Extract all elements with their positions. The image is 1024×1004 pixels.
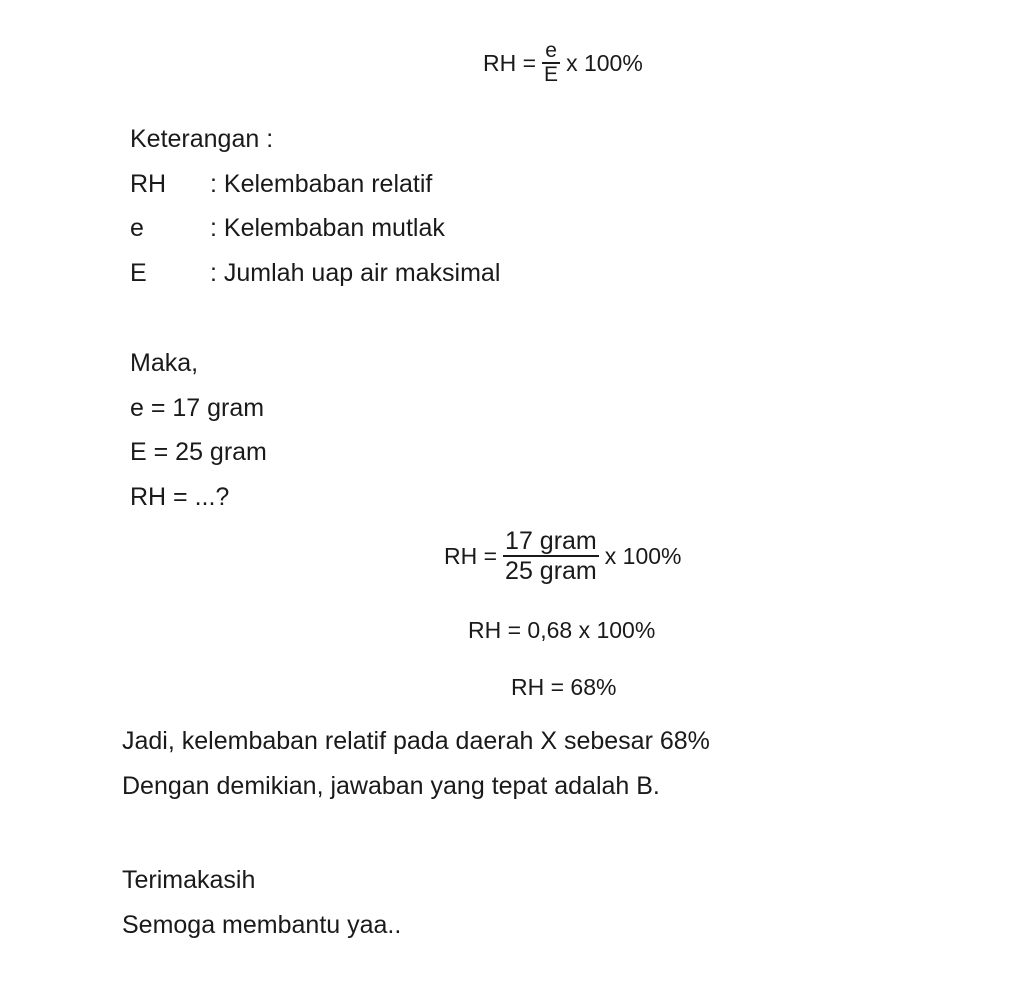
definition-desc-e: : Kelembaban mutlak xyxy=(210,214,445,242)
given-big-e: E = 25 gram xyxy=(130,438,267,466)
closing-text: Semoga membantu yaa.. xyxy=(122,911,402,939)
definition-desc-big-e: : Jumlah uap air maksimal xyxy=(210,259,501,287)
thanks-text: Terimakasih xyxy=(122,866,256,894)
definition-term-big-e: E xyxy=(130,259,147,287)
calc-formula-lhs: RH = xyxy=(444,542,498,569)
main-formula-rhs: x 100% xyxy=(566,49,643,76)
main-formula-fraction xyxy=(542,40,560,86)
definition-term-rh: RH xyxy=(130,170,167,198)
calc-formula xyxy=(444,527,681,585)
maka-label: Maka, xyxy=(130,349,199,377)
definition-term-e: e xyxy=(130,214,144,242)
keterangan-title: Keterangan : xyxy=(130,125,274,153)
step-two: RH = 0,68 x 100% xyxy=(468,617,656,643)
calc-formula-denominator: 25 gram xyxy=(505,557,597,585)
calc-formula-fraction xyxy=(503,527,599,585)
main-formula-numerator: e xyxy=(545,39,557,62)
conclusion-line-1: Jadi, kelembaban relatif pada daerah X sebesar 68% xyxy=(122,727,710,755)
calc-formula-numerator: 17 gram xyxy=(505,527,597,555)
calc-formula-rhs: x 100% xyxy=(604,542,682,569)
main-formula-denominator: E xyxy=(544,63,559,86)
given-e: e = 17 gram xyxy=(130,394,265,422)
definition-desc-rh: : Kelembaban relatif xyxy=(210,170,433,198)
main-formula-lhs: RH = xyxy=(483,49,537,76)
given-rh: RH = ...? xyxy=(130,483,230,511)
main-formula xyxy=(483,40,643,86)
step-three: RH = 68% xyxy=(511,674,617,700)
conclusion-line-2: Dengan demikian, jawaban yang tepat adalah B. xyxy=(122,772,660,800)
